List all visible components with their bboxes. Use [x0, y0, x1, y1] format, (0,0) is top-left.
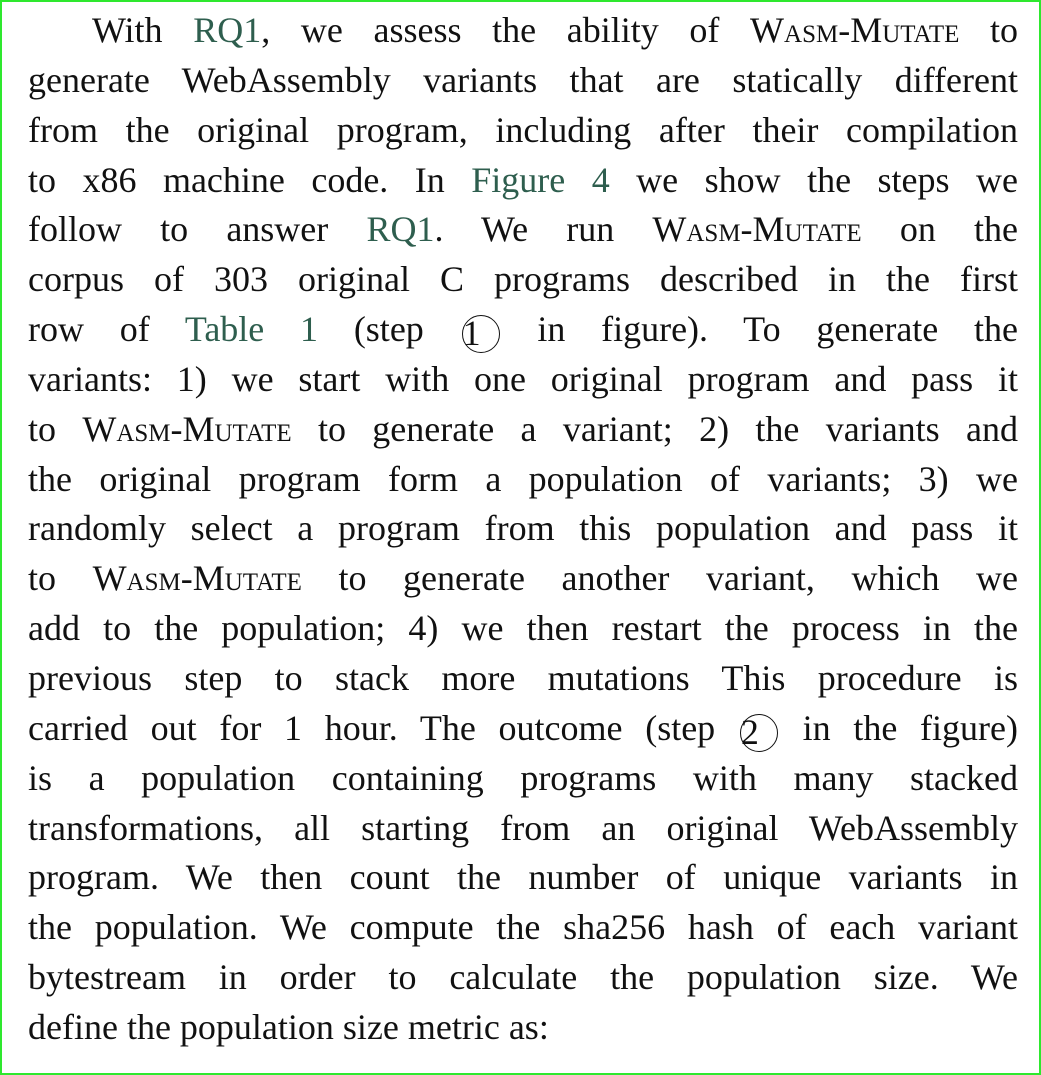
text-segment: on the [899, 209, 1019, 250]
text-segment: to [28, 558, 57, 599]
rq1-reference-link[interactable]: RQ1 [366, 209, 435, 250]
text-line [28, 704, 1018, 754]
text-segment: row of [28, 309, 150, 350]
tool-name: Wasm-Mutate [82, 408, 292, 449]
text-line: from the original program, including after their compilation [28, 109, 1018, 150]
text-line: the population. We compute the sha256 hash of each variant [28, 907, 1018, 948]
text-segment: (step [353, 309, 424, 350]
text-line-last: define the population size metric as: [28, 1006, 549, 1047]
text-line [28, 405, 1018, 455]
text-segment: to x86 machine code. In [28, 159, 445, 200]
text-segment: , we assess the ability of [261, 10, 720, 50]
step-2-circle-marker: 2 [740, 714, 778, 752]
text-line [28, 156, 1018, 206]
text-line: variants: 1) we start with one original program and pass it [28, 358, 1018, 399]
text-line: transformations, all starting from an original WebAssembly [28, 807, 1018, 848]
text-segment: to [990, 10, 1019, 50]
text-segment: in figure). To generate the [537, 309, 1019, 350]
text-line: program. We then count the number of unique variants in [28, 857, 1018, 898]
text-line: is a population containing programs with many stacked [28, 757, 1018, 798]
text-segment: . We run [434, 209, 615, 250]
text-line: generate WebAssembly variants that are statically different [28, 59, 1018, 100]
text-line: corpus of 303 original C programs described in the first [28, 259, 1018, 300]
text-line: bytestream in order to calculate the population size. We [28, 957, 1018, 998]
table-reference-link[interactable]: Table 1 [184, 309, 319, 350]
paragraph [28, 6, 1018, 1053]
text-line: add to the population; 4) we then restart the process in the [28, 608, 1018, 649]
text-segment: to [28, 408, 57, 449]
text-segment: With [92, 10, 163, 50]
tool-name: Wasm-Mutate [750, 10, 960, 50]
text-line [28, 6, 1018, 56]
figure-reference-link[interactable]: Figure 4 [471, 159, 610, 200]
text-line: randomly select a program from this population and pass it [28, 508, 1018, 549]
text-segment: to generate a variant; 2) the variants and [317, 408, 1018, 449]
text-segment: follow to answer [28, 209, 329, 250]
step-1-circle-marker: 1 [462, 315, 500, 353]
text-line [28, 205, 1018, 255]
tool-name: Wasm-Mutate [652, 209, 862, 250]
text-segment: carried out for 1 hour. The outcome (step [28, 707, 716, 748]
text-line: the original program form a population of variants; 3) we [28, 458, 1018, 499]
text-line: previous step to stack more mutations This procedure is [28, 657, 1018, 698]
text-segment: we show the steps we [636, 159, 1018, 200]
text-line [28, 554, 1018, 604]
text-segment: in the figure) [802, 707, 1018, 748]
text-segment: to generate another variant, which we [338, 558, 1019, 599]
rq1-reference-link[interactable]: RQ1 [193, 10, 262, 50]
text-line [28, 305, 1018, 355]
tool-name: Wasm-Mutate [92, 558, 302, 599]
